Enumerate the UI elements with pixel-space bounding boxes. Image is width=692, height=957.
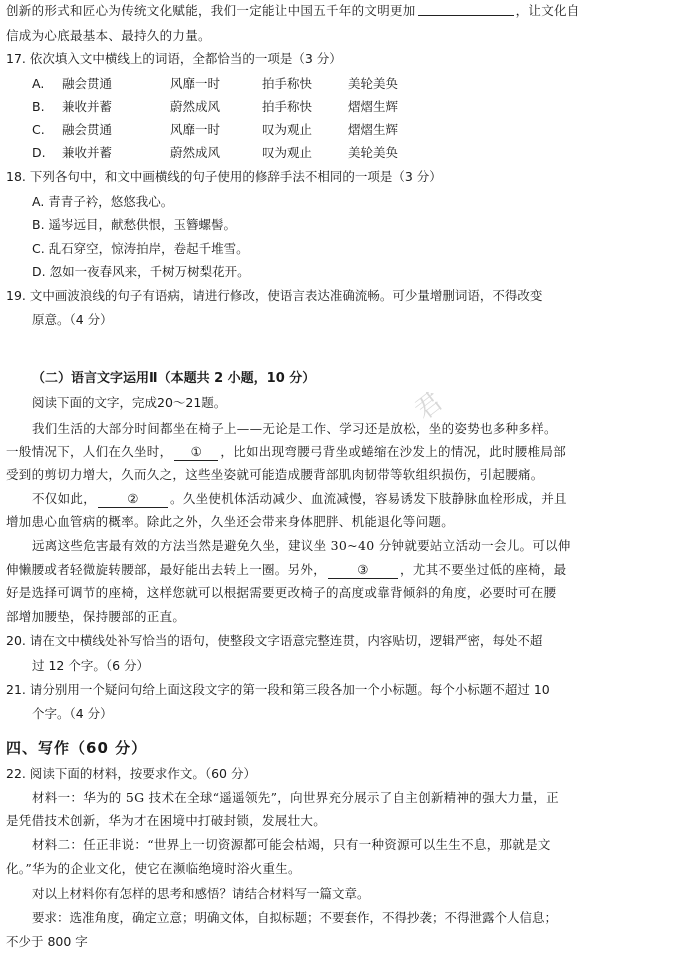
passage-p2-line-1	[32, 490, 567, 508]
intro-blank	[418, 3, 514, 16]
intro-line-2: 信成为心底最基本、最持久的力量。	[6, 28, 211, 43]
intro-line-1	[6, 2, 580, 19]
q18-option-d: D. 忽如一夜春风来，千树万树梨花开。	[32, 264, 250, 279]
passage-text: 一般情况下，人们在久坐时，	[6, 444, 173, 459]
q22-prompt: 对以上材料你有怎样的思考和感悟？请结合材料写一篇文章。	[32, 886, 370, 901]
q17-option-a	[32, 75, 398, 92]
q22-stem: 22. 阅读下面的材料，按要求作文。（60 分）	[6, 766, 256, 781]
blank-3: ③	[328, 561, 398, 579]
passage-p1-line-1: 我们生活的大部分时间都坐在椅子上——无论是工作、学习还是放松，坐的姿势也多种多样。	[32, 421, 557, 436]
intro-text-b: ，让文化自	[515, 3, 580, 18]
q22-requirements-line-1: 要求：选准角度，确定立意；明确文体，自拟标题；不要套作，不得抄袭；不得泄露个人信息；	[32, 910, 558, 925]
passage-text: 。久坐使机体活动减少、血流减慢，容易诱发下肢静脉血栓形成，并且	[170, 491, 567, 506]
option-word: 拍手称快	[262, 99, 313, 114]
q18-option-a: A. 青青子衿，悠悠我心。	[32, 194, 174, 209]
passage-p1-line-3: 受到的剪切力增大，久而久之，这些坐姿就可能造成腰背部肌肉韧带等软组织损伤，引起腰痛。	[6, 467, 544, 482]
option-word: 融会贯通	[62, 122, 113, 137]
option-word: 风靡一时	[170, 122, 221, 137]
q19-line-2: 原意。（4 分）	[32, 312, 113, 327]
option-word: 叹为观止	[262, 122, 313, 137]
q17-option-b	[32, 98, 398, 115]
option-word: 美轮美奂	[348, 145, 399, 160]
passage-text: ，比如出现弯腰弓背坐或蜷缩在沙发上的情况，此时腰椎局部	[220, 444, 567, 459]
option-label: D.	[32, 145, 46, 160]
material-2-line-2: 化。”华为的企业文化，使它在濒临绝境时浴火重生。	[6, 861, 301, 876]
option-word: 美轮美奂	[348, 76, 399, 91]
section-2-heading: （二）语言文字运用Ⅱ（本题共 2 小题，10 分）	[32, 371, 316, 386]
option-label: C.	[32, 122, 45, 137]
q17-option-d	[32, 144, 398, 161]
q17-option-c	[32, 121, 398, 138]
q22-requirements-line-2: 不少于 800 字	[6, 934, 88, 949]
option-word: 融会贯通	[62, 76, 113, 91]
passage-p3-line-3: 好是选择可调节的座椅，这样您就可以根据需要更改椅子的高度或靠背倾斜的角度，必要时可在腰	[6, 585, 557, 600]
watermark-glyph: 君	[409, 386, 449, 427]
q18-stem: 18. 下列各句中，和文中画横线的句子使用的修辞手法不相同的一项是（3 分）	[6, 169, 442, 184]
q21-line-1: 21. 请分别用一个疑问句给上面这段文字的第一段和第三段各加一个小标题。每个小标题不超过 10	[6, 682, 550, 697]
q21-line-2: 个字。（4 分）	[32, 706, 113, 721]
passage-p2-line-2: 增加患心血管病的概率。除此之外，久坐还会带来身体肥胖、机能退化等问题。	[6, 514, 455, 529]
option-word: 熠熠生辉	[348, 122, 399, 137]
option-word: 熠熠生辉	[348, 99, 399, 114]
passage-p3-line-4: 部增加腰垫，保持腰部的正直。	[6, 609, 186, 624]
material-2-line-1: 材料二：任正非说：“世界上一切资源都可能会枯竭，只有一种资源可以生生不息，那就是文	[32, 837, 551, 852]
blank-1: ①	[174, 443, 218, 461]
passage-p1-line-2	[6, 443, 566, 461]
material-1-line-2: 是凭借技术创新，华为才在困境中打破封锁，发展壮大。	[6, 813, 327, 828]
section-4-heading: 四、写作（60 分）	[6, 739, 148, 757]
passage-p3-line-1: 远离这些危害最有效的方法当然是避免久坐，建议坐 30~40 分钟就要站立活动一会儿。可以伸	[32, 538, 571, 553]
option-word: 拍手称快	[262, 76, 313, 91]
option-word: 蔚然成风	[170, 99, 221, 114]
passage-text: 伸懒腰或者轻微旋转腰部，最好能出去转上一圈。另外，	[6, 562, 327, 577]
q19-line-1: 19. 文中画波浪线的句子有语病，请进行修改，使语言表达准确流畅。可少量增删词语，不得改变	[6, 288, 543, 303]
passage-p3-line-2	[6, 561, 566, 579]
q17-stem: 17. 依次填入文中横线上的词语，全都恰当的一项是（3 分）	[6, 51, 342, 66]
q18-option-c: C. 乱石穿空，惊涛拍岸，卷起千堆雪。	[32, 241, 249, 256]
section-2-instruction: 阅读下面的文字，完成20～21题。	[32, 395, 227, 410]
option-word: 兼收并蓄	[62, 145, 113, 160]
q20-line-1: 20. 请在文中横线处补写恰当的语句，使整段文字语意完整连贯，内容贴切，逻辑严密，每处不超	[6, 633, 543, 648]
option-word: 蔚然成风	[170, 145, 221, 160]
option-label: B.	[32, 99, 45, 114]
passage-text: ，尤其不要坐过低的座椅，最	[400, 562, 567, 577]
q20-line-2: 过 12 个字。（6 分）	[32, 658, 150, 673]
intro-text-a: 创新的形式和匠心为传统文化赋能，我们一定能让中国五千年的文明更加	[6, 3, 416, 18]
material-1-line-1: 材料一：华为的 5G 技术在全球“遥遥领先”，向世界充分展示了自主创新精神的强大力量，正	[32, 790, 559, 805]
option-word: 风靡一时	[170, 76, 221, 91]
option-word: 兼收并蓄	[62, 99, 113, 114]
passage-text: 不仅如此，	[32, 491, 97, 506]
option-label: A.	[32, 76, 45, 91]
option-word: 叹为观止	[262, 145, 313, 160]
q18-option-b: B. 遥岑远目，献愁供恨，玉簪螺髻。	[32, 217, 237, 232]
blank-2: ②	[98, 490, 168, 508]
